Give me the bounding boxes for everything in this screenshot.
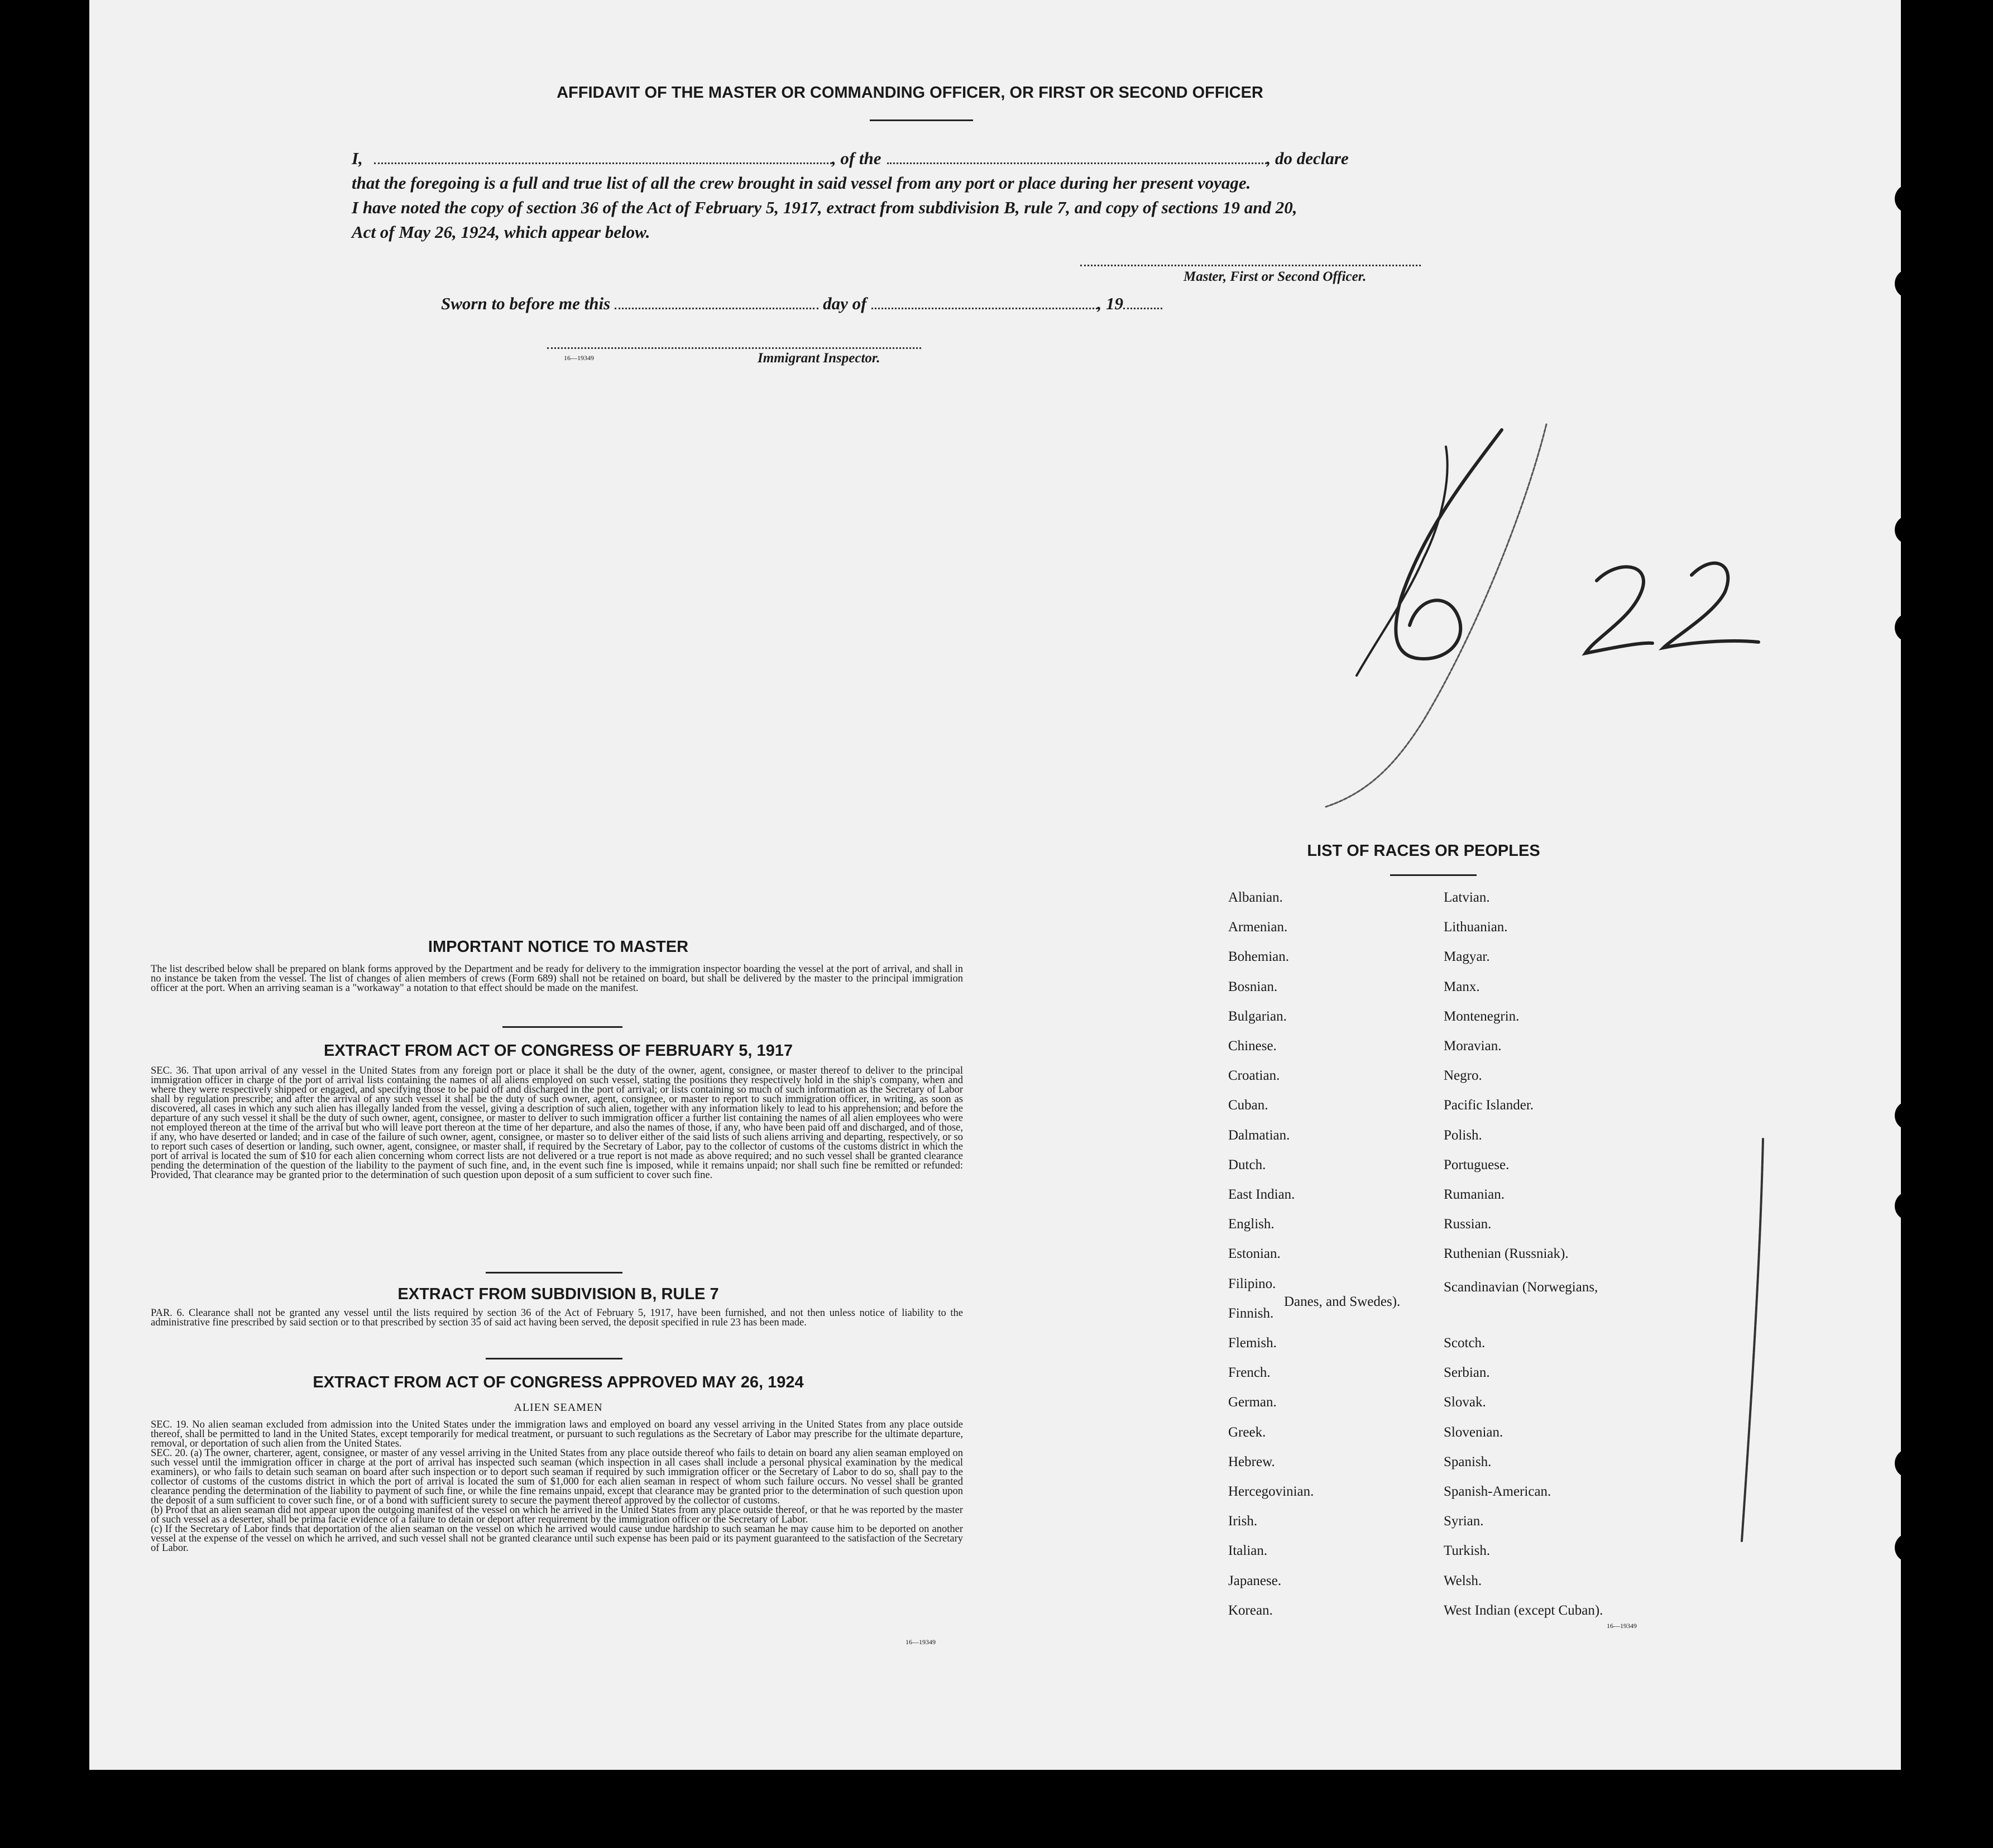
race-item: Dutch.: [1228, 1157, 1266, 1172]
race-item: Manx.: [1444, 979, 1480, 994]
of-the-label: , of the: [831, 149, 881, 168]
punch-hole: [1895, 1191, 1924, 1220]
race-item: Finnish.: [1228, 1305, 1274, 1321]
extract-1924-subtitle: ALIEN SEAMEN: [514, 1401, 603, 1414]
race-item: Ruthenian (Russniak).: [1444, 1246, 1569, 1262]
extract-1917-title: EXTRACT FROM ACT OF CONGRESS OF FEBRUARY 5, 1917: [323, 1042, 793, 1060]
punch-hole: [1895, 1449, 1924, 1478]
sworn-month-blank[interactable]: [871, 308, 1098, 309]
race-item: Polish.: [1444, 1127, 1482, 1143]
race-item: Spanish-American.: [1444, 1484, 1551, 1499]
race-item: Chinese.: [1228, 1038, 1277, 1054]
extract-rule7-divider: [486, 1358, 622, 1359]
race-item: Portuguese.: [1444, 1157, 1510, 1172]
section-20b: (b) Proof that an alien seaman did not appear upon the outgoing manifest of the vessel on which he arrived in the United States from any place outside thereof, or that he was reported by the master of such vessel as a deserter, shall be prima facie evidence of a failure to detain or deport after requirement by the immigration officer or the Secretary of Labor.: [151, 1505, 963, 1525]
race-item: Pacific Islander.: [1444, 1098, 1534, 1113]
do-declare-label: , do declare: [1266, 149, 1349, 168]
master-signature-label: Master, First or Second Officer.: [1184, 269, 1367, 284]
races-divider: [1390, 874, 1477, 876]
race-item: Syrian.: [1444, 1514, 1484, 1529]
extract-1917-divider: [486, 1272, 622, 1274]
sworn-line: [441, 294, 1162, 314]
form-number-extract: 16—19349: [906, 1638, 936, 1646]
extract-rule7-text: PAR. 6. Clearance shall not be granted any vessel until the lists required by section 36 of the Act of February 5, 1917, have been furnished, and not then unless notice of liability to the administrative fine prescribed by said section or to that prescribed by section 35 of said act having been served, the deposit specified in rule 23 has been made.: [151, 1308, 963, 1328]
race-item: Bohemian.: [1228, 949, 1290, 965]
race-item: Spanish.: [1444, 1454, 1492, 1469]
race-item: English.: [1228, 1217, 1275, 1232]
vessel-blank[interactable]: [887, 162, 1267, 164]
race-item: Korean.: [1228, 1602, 1273, 1618]
race-item: Moravian.: [1444, 1038, 1502, 1054]
declaration-text: [352, 146, 1440, 245]
section-20c: (c) If the Secretary of Labor finds that deportation of the alien seaman on the vessel on which he arrived would cause undue hardship to such seaman he may cause him to be deported on another vessel at the expense of the vessel on which he arrived, and such vessel shall not be granted clearance until such expense has been paid or its payment guaranteed to the satisfaction of the Secretary of Labor.: [151, 1524, 963, 1554]
extract-1917-text: SEC. 36. That upon arrival of any vessel in the United States from any foreign port or place it shall be the duty of the owner, agent, consignee, or master thereof to deliver to the principal immigration officer in charge of the port of arrival lists containing the names of all aliens employed on such vessel, stating the positions they respectively hold in the ship's company, when and where they were respectively shipped or engaged, and specifying those to be paid off and discharged in the port of arrival; or lists containing so much of such information as the Secretary of Labor shall by regulation prescribe; and after the arrival of any such vessel it shall be the duty of such owner, agent, consignee, or master to report to such immigration officer, in writing, as soon as discovered, all cases in which any such alien has illegally landed from the vessel, giving a description of such alien, together with any information likely to lead to his apprehension; and before the departure of any such vessel it shall be the duty of such owner, agent, consignee, or master to deliver to such immigration officer a further list containing the names of all alien employees who were not employed thereon at the time of the arrival but who will leave port thereon at the time of her departure, and also the names of those, if any, who have been paid off and discharged, and of those, if any, who have deserted or landed; and in case of the failure of such owner, agent, consignee, or master so to deliver either of the said lists of such aliens arriving and departing, respectively, or so to report such cases of desertion or landing, such owner, agent, consignee, or master shall, if required by the Secretary of Labor, pay to the collector of customs of the customs district in which the port of arrival is located the sum of $10 for each alien concerning whom correct lists are not delivered or a true report is not made as above required; and no such vessel shall be granted clearance pending the determination of the question of the liability to the payment of such fine, and, in the event such fine is imposed, while it remains unpaid; nor shall such fine be remitted or refunded: Provided, That clearance may be granted prior to the determination of such question upon deposit of a sum sufficient to cover such fine.: [151, 1065, 963, 1181]
race-item: Welsh.: [1444, 1573, 1482, 1588]
declaration-line-4: Act of May 26, 1924, which appear below.: [352, 222, 650, 242]
inspector-signature-line: [547, 347, 921, 349]
race-item: Greek.: [1228, 1424, 1266, 1440]
race-item: Italian.: [1228, 1543, 1268, 1559]
notice-text: The list described below shall be prepared on blank forms approved by the Department and be ready for delivery to the immigration inspector boarding the vessel at the port of arrival, and shall in no instance be taken from the vessel. The list of changes of alien members of crews (Form 689) shall not be retained on board, but shall be delivered by the master to the principal immigration officer at the port. When an arriving seaman is a "workaway" a notation to that effect should be made on the manifest.: [151, 964, 963, 994]
inspector-label: Immigrant Inspector.: [758, 351, 880, 366]
race-item: Cuban.: [1228, 1098, 1268, 1113]
race-item: Latvian.: [1444, 890, 1490, 905]
race-item: Bosnian.: [1228, 979, 1278, 994]
race-item: Negro.: [1444, 1068, 1482, 1084]
race-item: Irish.: [1228, 1514, 1258, 1529]
i-label: I,: [352, 149, 363, 168]
extract-1924-text: [151, 1420, 963, 1553]
affidavit-title: AFFIDAVIT OF THE MASTER OR COMMANDING OFFICER, OR FIRST OR SECOND OFFICER: [557, 84, 1263, 102]
race-item: Serbian.: [1444, 1365, 1490, 1381]
race-item: Slovenian.: [1444, 1424, 1503, 1440]
race-item: Turkish.: [1444, 1543, 1491, 1559]
handwritten-vertical-stroke: [1719, 1128, 1786, 1547]
form-number-races: 16—19349: [1607, 1622, 1637, 1630]
punch-hole: [1895, 184, 1924, 213]
master-signature-line: [1080, 265, 1421, 266]
race-item: Scandinavian (Norwegians,: [1444, 1279, 1598, 1295]
section-20a: SEC. 20. (a) The owner, charterer, agent, consignee, or master of any vessel arriving in the United States from any place outside thereof who fails to detain on board any alien seaman employed on such vessel until the immigration officer in charge at the port of arrival has inspected such seaman (which inspection in all cases shall include a personal physical examination by the medical examiners), or who fails to detain such seaman on board after such inspection or to deport such seaman if required by such immigration officer or the Secretary of Labor to do so, shall pay to the collector of customs of the customs district in which the port of arrival is located the sum of $1,000 for each alien seaman in respect of whom such failure occurs. No vessel shall be granted clearance pending the determination of the liability to payment of such fine, or while the fine remains unpaid, except that clearance may be granted prior to the determination of such question upon the deposit of a sum sufficient to cover such fine, or of a bond with sufficient surety to secure the payment thereof approved by the collector of customs.: [151, 1448, 963, 1506]
sworn-day-blank[interactable]: [615, 308, 818, 309]
race-item: Albanian.: [1228, 890, 1283, 905]
race-item: Danes, and Swedes).: [1284, 1294, 1401, 1309]
extract-1924-title: EXTRACT FROM ACT OF CONGRESS APPROVED MAY 26, 1924: [313, 1373, 804, 1391]
race-item: Estonian.: [1228, 1246, 1281, 1262]
race-item: Montenegrin.: [1444, 1008, 1520, 1024]
form-number-affidavit: 16—19349: [564, 354, 594, 362]
races-title: LIST OF RACES OR PEOPLES: [1307, 842, 1540, 860]
race-item: Magyar.: [1444, 949, 1490, 965]
extract-rule7-title: EXTRACT FROM SUBDIVISION B, RULE 7: [397, 1285, 719, 1303]
race-item: West Indian (except Cuban).: [1444, 1602, 1603, 1618]
race-item: Hercegovinian.: [1228, 1484, 1314, 1499]
race-item: Slovak.: [1444, 1395, 1486, 1410]
handwritten-annotation: [1284, 413, 1764, 815]
name-blank[interactable]: [374, 162, 832, 164]
race-item: Filipino.: [1228, 1276, 1276, 1291]
race-item: Croatian.: [1228, 1068, 1280, 1084]
declaration-line-3: I have noted the copy of section 36 of the Act of February 5, 1917, extract from subdivision B, rule 7, and copy of sections 19 and 20,: [352, 198, 1297, 217]
race-item: Dalmatian.: [1228, 1127, 1290, 1143]
race-item: Japanese.: [1228, 1573, 1282, 1588]
race-item: Rumanian.: [1444, 1187, 1505, 1202]
year-prefix: , 19: [1097, 294, 1123, 313]
race-item: Hebrew.: [1228, 1454, 1275, 1469]
race-item: French.: [1228, 1365, 1271, 1381]
race-item: German.: [1228, 1395, 1277, 1410]
punch-hole: [1895, 1101, 1924, 1130]
race-item: Scotch.: [1444, 1335, 1486, 1351]
race-item: Bulgarian.: [1228, 1008, 1287, 1024]
punch-hole: [1895, 1533, 1924, 1562]
declaration-line-1: [352, 146, 1440, 171]
notice-divider: [502, 1026, 622, 1028]
notice-title: IMPORTANT NOTICE TO MASTER: [428, 938, 689, 956]
declaration-line-2: that the foregoing is a full and true list of all the crew brought in said vessel from any port or place during her present voyage.: [352, 173, 1251, 193]
race-item: Russian.: [1444, 1217, 1492, 1232]
title-divider: [870, 119, 973, 121]
day-of-label: day of: [823, 294, 867, 313]
race-item: Flemish.: [1228, 1335, 1277, 1351]
sworn-label: Sworn to before me this: [441, 294, 611, 313]
punch-hole: [1895, 613, 1924, 642]
sworn-year-blank[interactable]: [1123, 308, 1162, 309]
punch-hole: [1895, 269, 1924, 298]
race-item: Armenian.: [1228, 920, 1288, 935]
punch-hole: [1895, 515, 1924, 544]
race-item: East Indian.: [1228, 1187, 1295, 1202]
race-item: Lithuanian.: [1444, 920, 1508, 935]
section-19: SEC. 19. No alien seaman excluded from admission into the United States under the immigration laws and employed on board any vessel arriving in the United States from any place outside thereof, shall be permitted to land in the United States, except temporarily for medical treatment, or pursuant to such regulations as the Secretary of Labor may prescribe for the ultimate departure, removal, or deportation of such alien from the United States.: [151, 1419, 963, 1449]
